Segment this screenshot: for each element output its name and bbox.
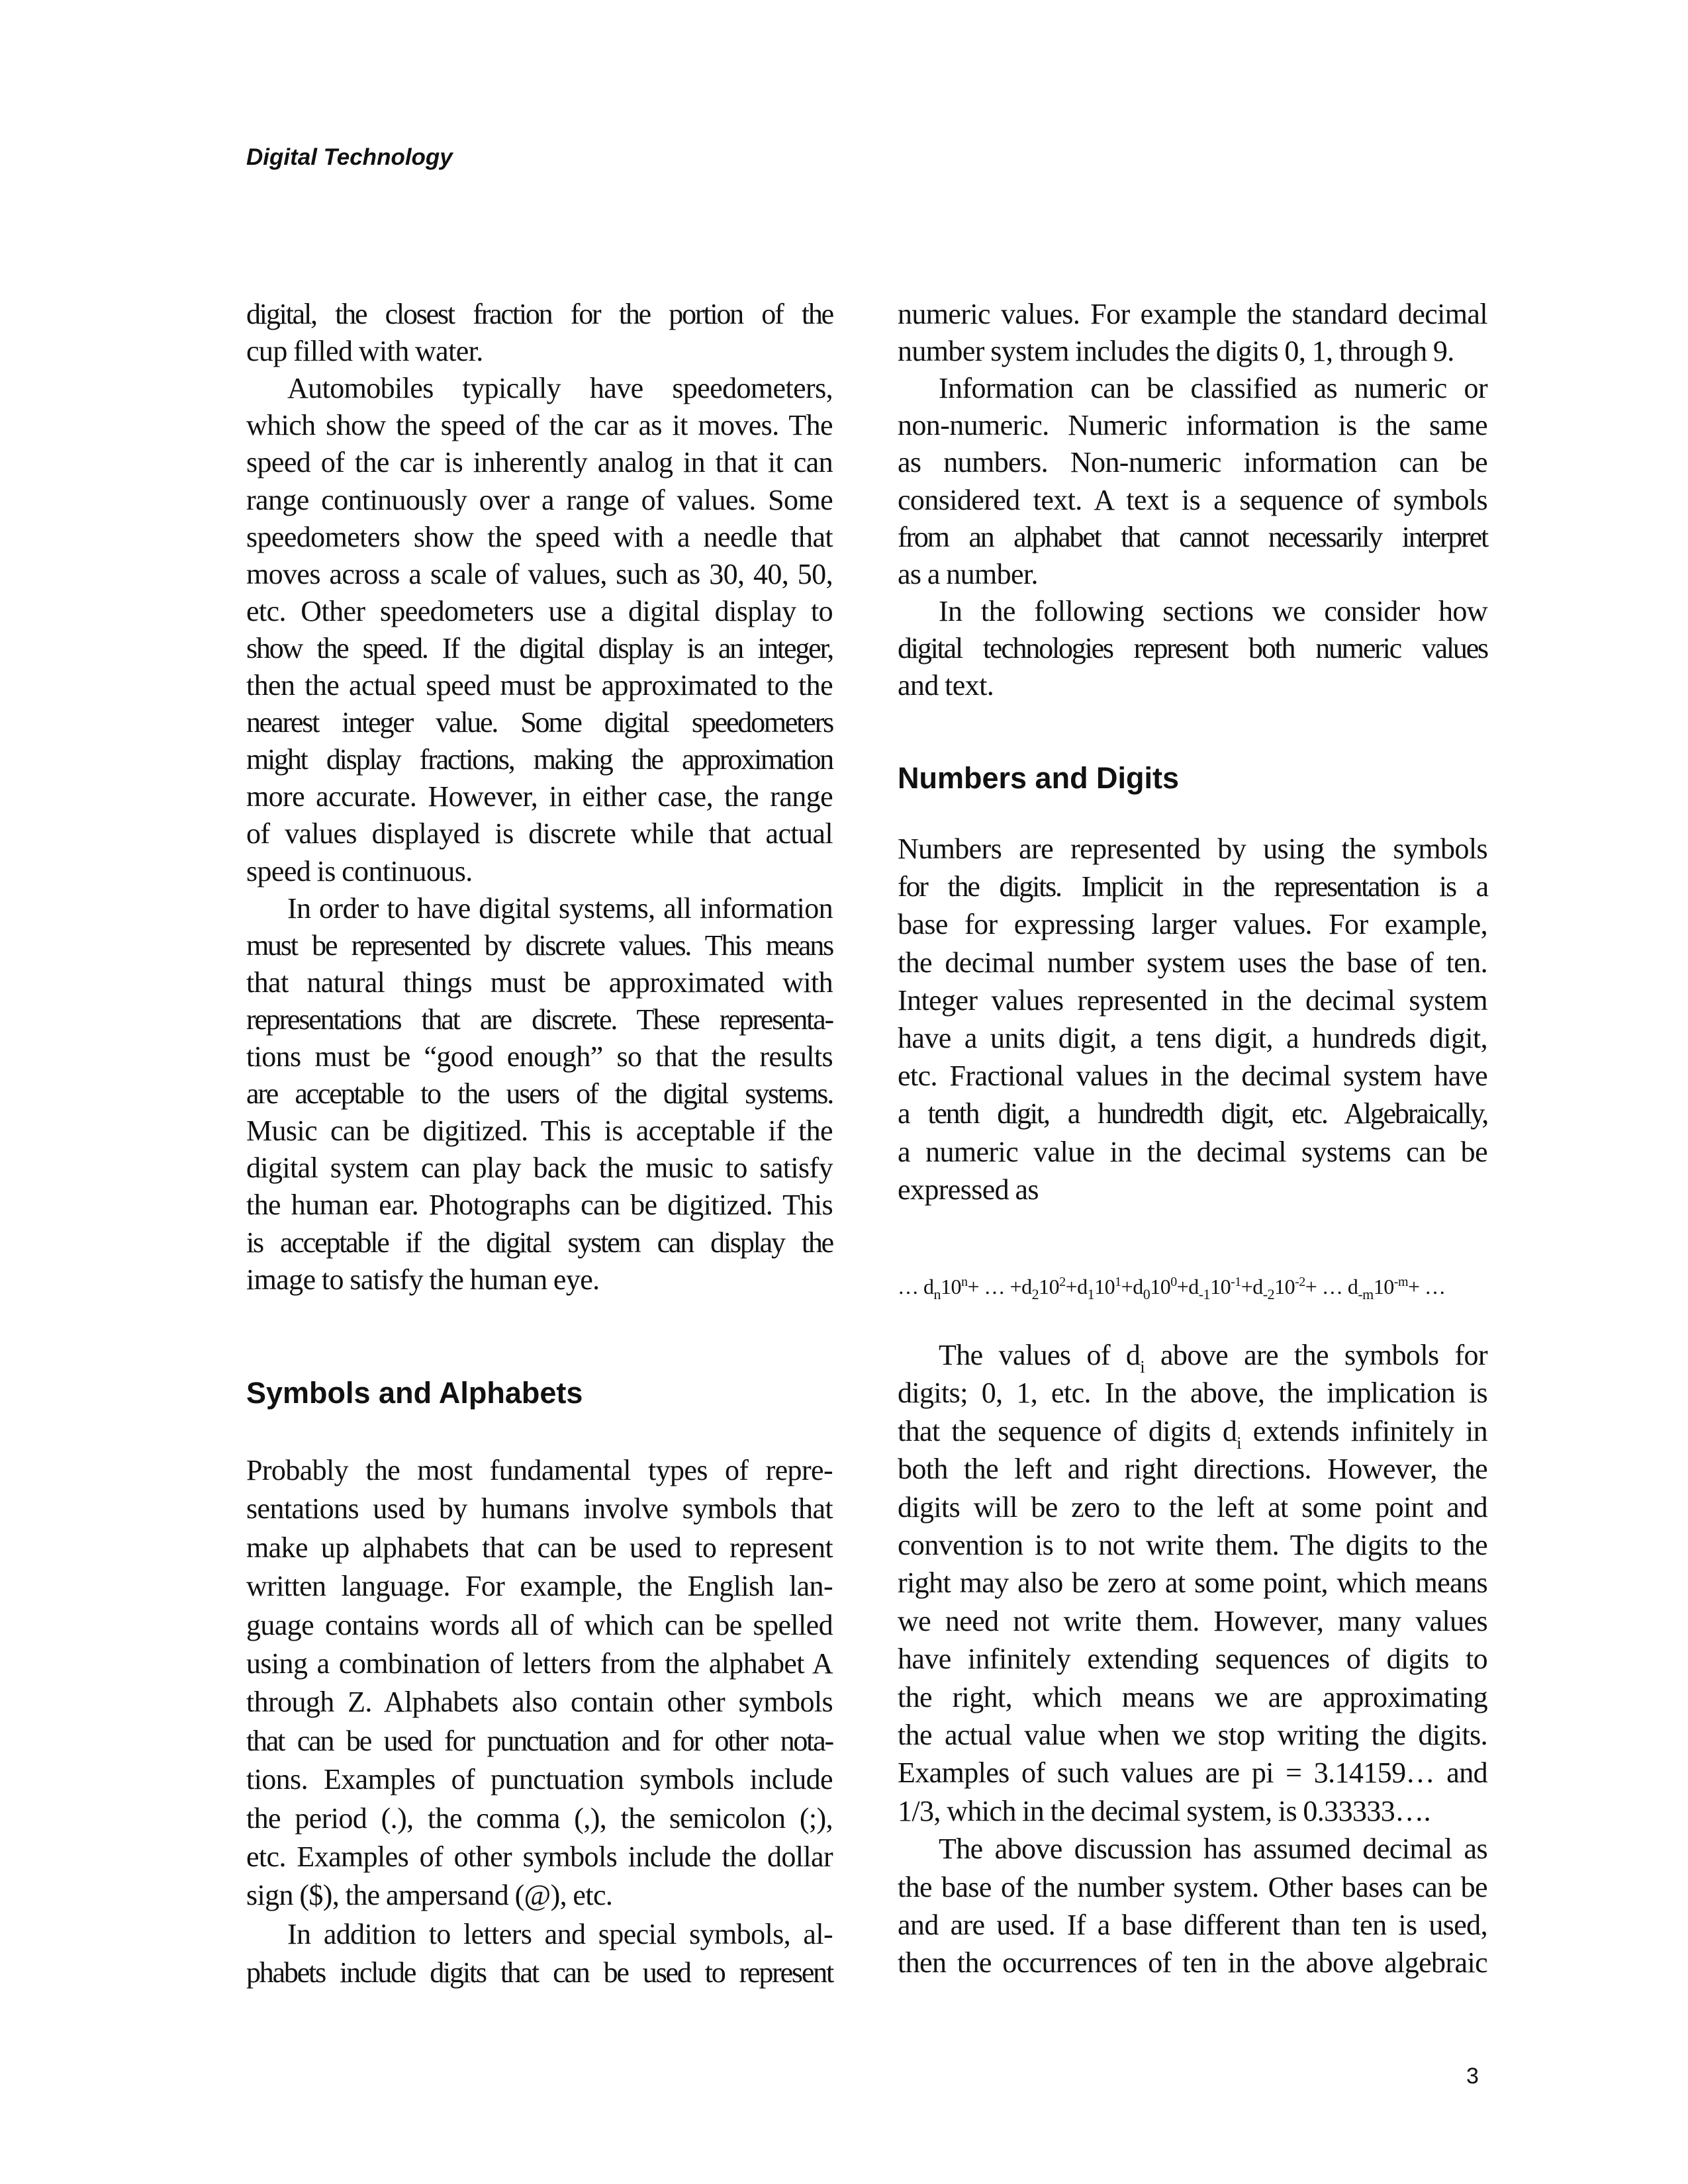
paragraph-line: show the speed. If the digital display is an integer, — [246, 631, 833, 664]
paragraph-line: cup filled with water. — [246, 335, 483, 368]
paragraph-line: tions. Examples of punctuation symbols include — [246, 1763, 833, 1796]
paragraph-line: the human ear. Photographs can be digitized. This — [246, 1189, 833, 1222]
paragraph-line: etc. Other speedometers use a digital display to — [246, 594, 833, 627]
paragraph-line: moves across a scale of values, such as 30, 40, 50, — [246, 557, 833, 590]
running-head: Digital Technology — [246, 144, 453, 170]
paragraph-line: non-numeric. Numeric information is the same — [898, 409, 1487, 442]
paragraph-line: and text. — [898, 669, 994, 702]
paragraph-line: right may also be zero at some point, which means — [898, 1567, 1487, 1600]
page-number: 3 — [1466, 2064, 1479, 2089]
paragraph-line: Numbers are represented by using the symbols — [898, 833, 1487, 865]
paragraph-line: convention is to not write them. The digits to the — [898, 1529, 1487, 1561]
paragraph-line: digits will be zero to the left at some point and — [898, 1490, 1487, 1524]
paragraph-line: which show the speed of the car as it moves. The — [246, 409, 833, 442]
paragraph-line: the period (.), the comma (,), the semicolon (;), — [246, 1801, 833, 1835]
paragraph-line: Information can be classified as numeric or — [939, 372, 1487, 405]
paragraph-line: base for expressing larger values. For example, — [898, 908, 1487, 941]
paragraph-line: In the following sections we consider how — [939, 594, 1487, 627]
paragraph-line: a tenth digit, a hundredth digit, etc. Algebraically, — [898, 1097, 1487, 1130]
paragraph-line: sign ($), the ampersand (@), etc. — [246, 1879, 613, 1912]
paragraph-line: must be represented by discrete values. This means — [246, 929, 833, 962]
paragraph-line: digits; 0, 1, etc. In the above, the implication is — [898, 1377, 1487, 1410]
paragraph-line: as numbers. Non-numeric information can be — [898, 446, 1487, 479]
paragraph-line: have a units digit, a tens digit, a hundreds digit, — [898, 1022, 1487, 1054]
section-heading-numbers-and-digits: Numbers and Digits — [898, 761, 1180, 795]
paragraph-line: and are used. If a base different than ten is used, — [898, 1909, 1487, 1941]
paragraph-line: Music can be digitized. This is acceptable if the — [246, 1115, 833, 1148]
paragraph-line: a numeric value in the decimal systems can be — [898, 1135, 1487, 1168]
paragraph-line: more accurate. However, in either case, the range — [246, 780, 833, 813]
paragraph-line: etc. Fractional values in the decimal system have — [898, 1060, 1487, 1093]
paragraph-line: might display fractions, making the approximation — [246, 743, 833, 776]
paragraph-line: number system includes the digits 0, 1, through 9. — [898, 335, 1454, 368]
paragraph-line: representations that are discrete. These representa- — [246, 1003, 833, 1036]
paragraph-line: Integer values represented in the decimal system — [898, 983, 1487, 1017]
paragraph-line: The above discussion has assumed decimal as — [939, 1833, 1487, 1866]
paragraph-line: speedometers show the speed with a needle that — [246, 520, 833, 553]
paragraph-line: from an alphabet that cannot necessarily interpret — [898, 520, 1487, 553]
paragraph-line: range continuously over a range of values. Some — [246, 483, 833, 516]
decimal-expansion-formula: … $d_n10^n+$ … $+d_210^2+d_110^1+d_010^0+d_{-1}10^{-1}+d_{-2}10^{-2}+$ … $d_{-m}10^{-m}+$ … — [898, 1275, 1446, 1302]
paragraph-line: Probably the most fundamental types of repre- — [246, 1454, 833, 1486]
paragraph-line: digital system can play back the music to satisfy — [246, 1152, 833, 1185]
paragraph-line: through Z. Alphabets also contain other symbols — [246, 1686, 833, 1719]
paragraph-line: that natural things must be approximated with — [246, 966, 833, 999]
paragraph-line: expressed as — [898, 1173, 1039, 1206]
paragraph-line: numeric values. For example the standard decimal — [898, 298, 1487, 330]
paragraph-line: for the digits. Implicit in the representation is a — [898, 870, 1487, 903]
paragraph-line: that can be used for punctuation and for other nota- — [246, 1724, 833, 1757]
paragraph-line: In addition to letters and special symbols, al- — [287, 1917, 833, 1950]
paragraph-line: is acceptable if the digital system can display the — [246, 1226, 833, 1259]
paragraph-line: In order to have digital systems, all information — [287, 891, 833, 925]
paragraph-line: phabets include digits that can be used to represent — [246, 1956, 833, 1989]
section-heading-symbols-and-alphabets: Symbols and Alphabets — [246, 1376, 583, 1410]
paragraph-line: speed is continuous. — [246, 854, 473, 887]
paragraph-line: speed of the car is inherently analog in that it can — [246, 446, 833, 479]
paragraph-line: the base of the number system. Other bases can be — [898, 1870, 1487, 1903]
paragraph-line: The values of $d_i$ above are the symbols for — [939, 1339, 1487, 1377]
paragraph-line: the actual value when we stop writing the digits. — [898, 1719, 1487, 1751]
paragraph-line: using a combination of letters from the alphabet A — [246, 1647, 833, 1680]
paragraph-line: sentations used by humans involve symbols that — [246, 1492, 833, 1525]
paragraph-line: etc. Examples of other symbols include the dollar — [246, 1841, 833, 1873]
paragraph-line: written language. For example, the English lan- — [246, 1570, 833, 1603]
paragraph-line: nearest integer value. Some digital speedometers — [246, 706, 833, 739]
paragraph-line: Examples of such values are pi = 3.14159… and — [898, 1756, 1487, 1790]
paragraph-line: as a number. — [898, 557, 1038, 590]
paragraph-line: both the left and right directions. However, the — [898, 1453, 1487, 1486]
paragraph-line: make up alphabets that can be used to represent — [246, 1531, 833, 1564]
paragraph-line: of values displayed is discrete while that actual — [246, 817, 833, 850]
paragraph-line: Automobiles typically have speedometers, — [287, 372, 833, 405]
paragraph-line: guage contains words all of which can be spelled — [246, 1608, 833, 1641]
paragraph-line: tions must be “good enough” so that the results — [246, 1040, 833, 1073]
paragraph-line: then the actual speed must be approximated to the — [246, 669, 833, 702]
paragraph-line: digital technologies represent both numeric values — [898, 631, 1487, 664]
paragraph-line: 1/3, which in the decimal system, is 0.33333…. — [898, 1794, 1430, 1827]
paragraph-line: we need not write them. However, many values — [898, 1604, 1487, 1637]
paragraph-line: have infinitely extending sequences of digits to — [898, 1643, 1487, 1676]
paragraph-line: are acceptable to the users of the digital systems. — [246, 1077, 833, 1111]
paragraph-line: the right, which means we are approximating — [898, 1680, 1487, 1713]
paragraph-line: image to satisfy the human eye. — [246, 1263, 600, 1296]
paragraph-line: that the sequence of digits $d_i$ extends infinitely in — [898, 1414, 1487, 1453]
paragraph-line: the decimal number system uses the base of ten. — [898, 946, 1487, 979]
paragraph-line: digital, the closest fraction for the portion of the — [246, 298, 833, 330]
paragraph-line: considered text. A text is a sequence of symbols — [898, 483, 1487, 516]
paragraph-line: then the occurrences of ten in the above algebraic — [898, 1946, 1487, 1979]
